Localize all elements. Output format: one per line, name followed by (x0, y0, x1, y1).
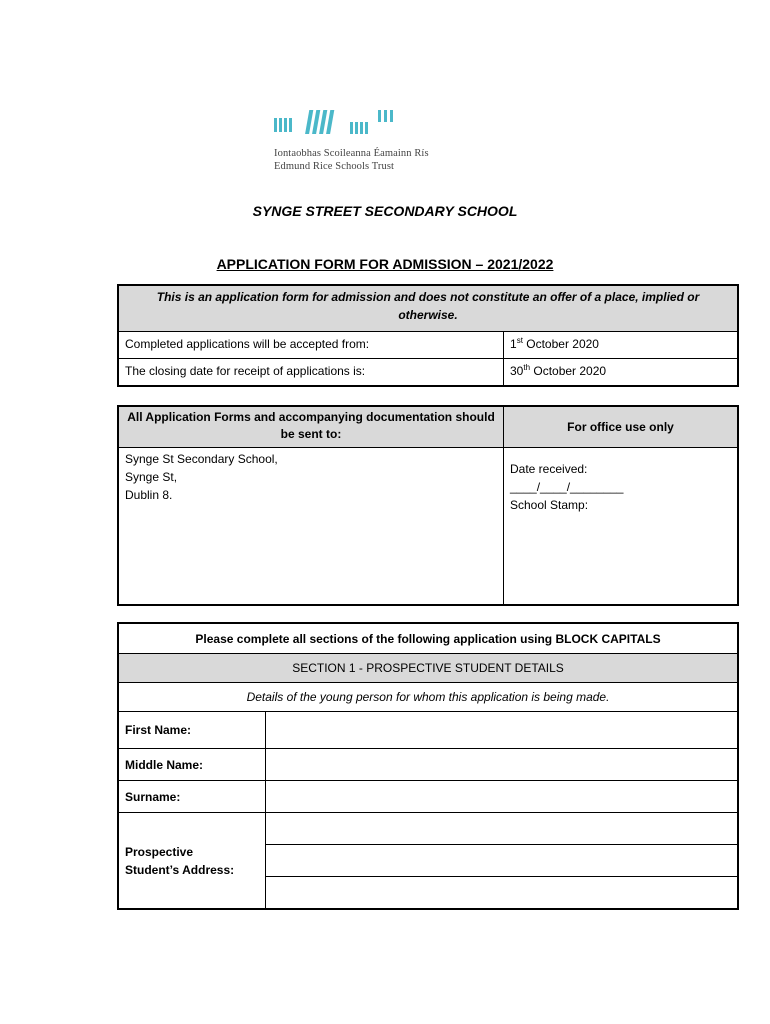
section1-heading (118, 654, 738, 683)
logo-bars (274, 110, 393, 134)
notice-text: This is an application form for admission and does not constitute an offer of a place, implied or otherwise. (118, 285, 738, 332)
address-field-line-2[interactable] (266, 845, 739, 877)
surname-field[interactable] (266, 781, 739, 813)
logo-bar-14 (390, 110, 393, 122)
logo-bar-11 (365, 122, 368, 134)
logo-bar-7 (326, 110, 334, 134)
middle-name-label: Middle Name: (118, 749, 266, 781)
date-received-label: Date received: (510, 462, 588, 476)
middle-name-field[interactable] (266, 749, 739, 781)
section1-heading-text: SECTION 1 - PROSPECTIVE STUDENT DETAILS (292, 661, 564, 675)
logo-text-irish: Iontaobhas Scoileanna Éamainn Rís (274, 148, 429, 159)
address-line-1: Synge St Secondary School, (125, 452, 278, 466)
address-field-line-3[interactable] (266, 877, 739, 910)
section1-subtitle: Details of the young person for whom this application is being made. (118, 683, 738, 712)
block-capitals-instruction: Please complete all sections of the following application using BLOCK CAPITALS (118, 623, 738, 654)
logo-bar-1 (279, 118, 282, 132)
office-use-box (504, 448, 739, 606)
address-line-2: Synge St, (125, 470, 178, 484)
logo-bar-5 (312, 110, 320, 134)
school-name: SYNGE STREET SECONDARY SCHOOL (252, 203, 518, 219)
logo-bar-10 (360, 122, 363, 134)
logo-bar-2 (284, 118, 287, 132)
notice-table (117, 284, 739, 387)
logo-bar-4 (305, 110, 313, 134)
closing-date-label: The closing date for receipt of applications is: (118, 359, 504, 387)
logo-text-english: Edmund Rice Schools Trust (274, 161, 395, 172)
address-field-line-1[interactable] (266, 813, 739, 845)
address-label-line-1: Prospective (125, 844, 194, 859)
logo-bar-9 (355, 122, 358, 134)
logo-bar-3 (289, 118, 292, 132)
address-label-line-2: Student’s Address: (125, 862, 235, 877)
surname-label: Surname: (118, 781, 266, 813)
first-name-field[interactable] (266, 712, 739, 749)
logo-bar-6 (319, 110, 327, 134)
accept-from-label: Completed applications will be accepted from: (118, 332, 504, 359)
logo-bar-12 (378, 110, 381, 122)
school-stamp-label: School Stamp: (510, 498, 589, 512)
first-name-label: First Name: (118, 712, 266, 749)
send-to-table (117, 405, 739, 606)
date-received-field[interactable]: ____/____/________ (510, 480, 624, 494)
accept-from-date: 1st October 2020 (504, 332, 739, 359)
address-line-3: Dublin 8. (125, 488, 173, 502)
address-label (118, 813, 266, 910)
logo-bar-8 (350, 122, 353, 134)
section1-table (117, 622, 739, 910)
logo-bar-13 (384, 110, 387, 122)
logo-bar-0 (274, 118, 277, 132)
trust-logo (272, 106, 492, 176)
form-title: APPLICATION FORM FOR ADMISSION – 2021/2022 (216, 256, 554, 272)
office-use-heading: For office use only (504, 406, 739, 448)
closing-date-value: 30th October 2020 (504, 359, 739, 387)
send-to-address (118, 448, 504, 606)
send-to-heading: All Application Forms and accompanying documentation should be sent to: (118, 406, 504, 448)
logo-mark-icon (272, 106, 412, 138)
